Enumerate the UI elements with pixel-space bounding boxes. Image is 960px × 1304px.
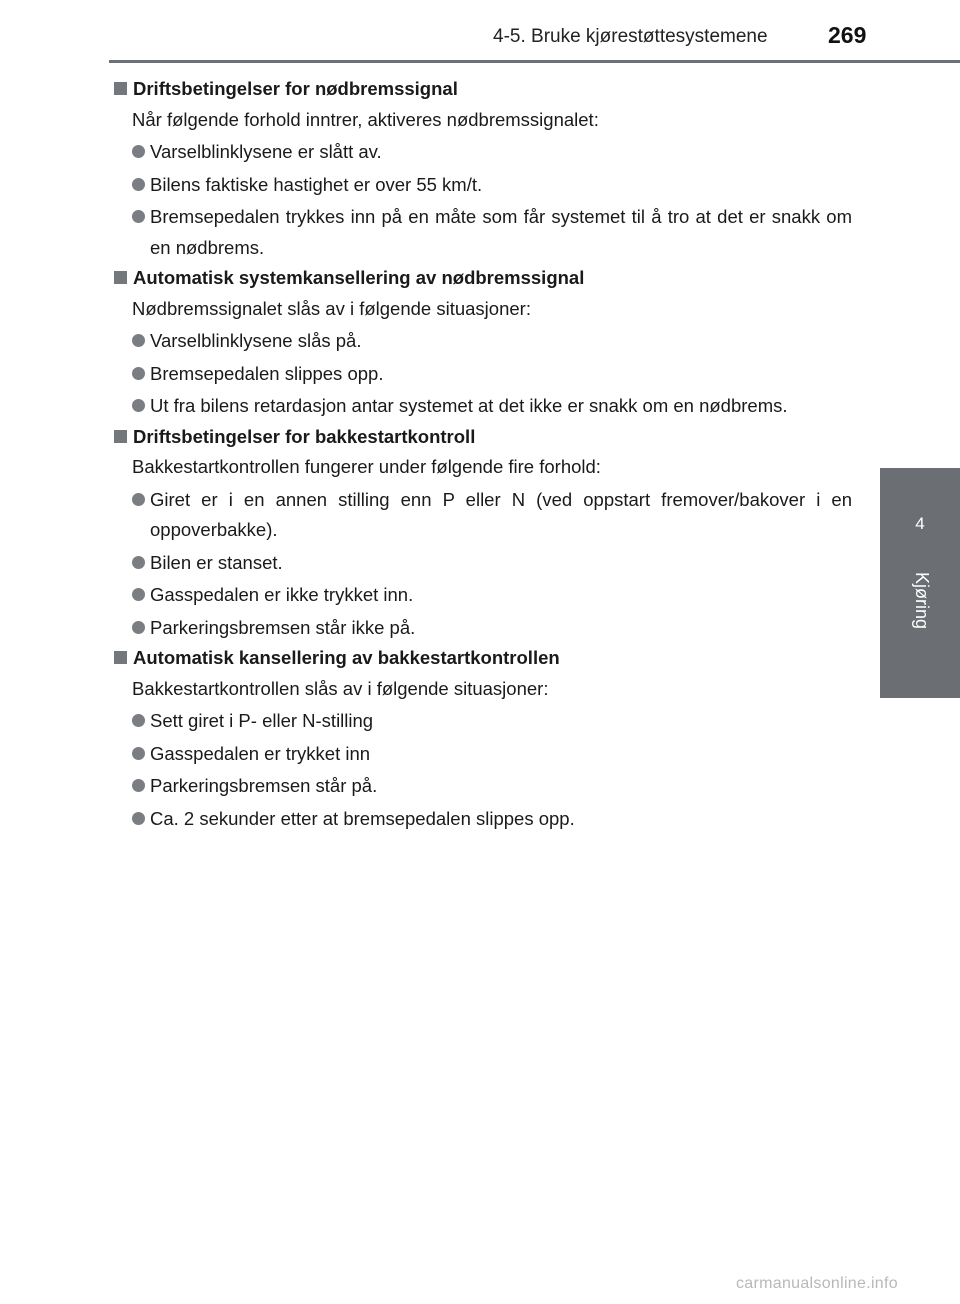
page-number: 269 bbox=[828, 22, 867, 48]
section bbox=[112, 263, 852, 422]
bullet-item bbox=[112, 326, 852, 357]
circle-bullet-icon bbox=[132, 621, 145, 634]
bullet-text: Bremsepedalen trykkes inn på en måte som får systemet til å tro at det er snakk om en nødbrems. bbox=[150, 206, 852, 258]
section-intro: Bakkestartkontrollen slås av i følgende situasjoner: bbox=[132, 677, 549, 699]
section-heading bbox=[112, 422, 852, 453]
circle-bullet-icon bbox=[132, 145, 145, 158]
bullet-item bbox=[112, 485, 852, 546]
bullet-item bbox=[112, 137, 852, 168]
circle-bullet-icon bbox=[132, 779, 145, 792]
bullet-item bbox=[112, 202, 852, 263]
bullet-item bbox=[112, 706, 852, 737]
bullet-text: Varselblinklysene slås på. bbox=[150, 330, 362, 351]
section-heading bbox=[112, 263, 852, 294]
section-intro: Når følgende forhold inntrer, aktiveres nødbremssignalet: bbox=[132, 108, 599, 130]
bullet-text: Parkeringsbremsen står ikke på. bbox=[150, 616, 416, 638]
bullet-text: Bilens faktiske hastighet er over 55 km/t. bbox=[150, 173, 483, 195]
section-heading bbox=[112, 74, 852, 105]
bullet-text: Ca. 2 sekunder etter at bremsepedalen slippes opp. bbox=[150, 807, 575, 829]
circle-bullet-icon bbox=[132, 556, 145, 569]
bullet-text: Parkeringsbremsen står på. bbox=[150, 775, 378, 796]
square-bullet-icon bbox=[114, 271, 127, 284]
watermark: carmanualsonline.info bbox=[736, 1275, 898, 1292]
section bbox=[112, 74, 852, 263]
section-heading bbox=[112, 643, 852, 674]
section-heading-text: Driftsbetingelser for nødbremssignal bbox=[133, 78, 458, 99]
bullet-item bbox=[112, 580, 852, 611]
main-content bbox=[112, 74, 852, 834]
bullet-text: Ut fra bilens retardasjon antar systemet at det ikke er snakk om en nødbrems. bbox=[150, 395, 788, 416]
header-rule bbox=[109, 60, 960, 63]
bullet-text: Gasspedalen er trykket inn bbox=[150, 742, 371, 764]
square-bullet-icon bbox=[114, 82, 127, 95]
bullet-item bbox=[112, 804, 852, 835]
bullet-item bbox=[112, 170, 852, 201]
section-intro: Bakkestartkontrollen fungerer under følgende fire forhold: bbox=[132, 456, 601, 477]
section-heading-text: Driftsbetingelser for bakkestartkontroll bbox=[133, 425, 476, 447]
circle-bullet-icon bbox=[132, 714, 145, 727]
chapter-side-tab bbox=[880, 468, 960, 698]
circle-bullet-icon bbox=[132, 812, 145, 825]
circle-bullet-icon bbox=[132, 210, 145, 223]
bullet-text: Varselblinklysene er slått av. bbox=[150, 141, 382, 162]
bullet-text: Sett giret i P- eller N-stilling bbox=[150, 710, 374, 731]
bullet-text: Gasspedalen er ikke trykket inn. bbox=[150, 584, 414, 605]
square-bullet-icon bbox=[114, 651, 127, 664]
bullet-item bbox=[112, 548, 852, 579]
bullet-item bbox=[112, 359, 852, 390]
square-bullet-icon bbox=[114, 430, 127, 443]
circle-bullet-icon bbox=[132, 747, 145, 760]
section-heading-text: Automatisk kansellering av bakkestartkontrollen bbox=[133, 647, 560, 668]
header-section-title: 4-5. Bruke kjørestøttesystemene bbox=[493, 26, 768, 47]
section bbox=[112, 643, 852, 834]
bullet-item bbox=[112, 771, 852, 802]
circle-bullet-icon bbox=[132, 367, 145, 380]
section-heading-text: Automatisk systemkansellering av nødbremssignal bbox=[133, 267, 585, 288]
section bbox=[112, 422, 852, 644]
circle-bullet-icon bbox=[132, 588, 145, 601]
bullet-text: Giret er i en annen stilling enn P eller N (ved oppstart fremover/bakover i en oppoverbakke). bbox=[150, 488, 852, 540]
chapter-number: 4 bbox=[915, 514, 925, 533]
bullet-item bbox=[112, 739, 852, 770]
bullet-text: Bilen er stanset. bbox=[150, 551, 283, 573]
chapter-label: Kjøring bbox=[912, 572, 932, 630]
bullet-item bbox=[112, 613, 852, 644]
bullet-text: Bremsepedalen slippes opp. bbox=[150, 362, 384, 384]
section-intro: Nødbremssignalet slås av i følgende situasjoner: bbox=[132, 297, 531, 319]
circle-bullet-icon bbox=[132, 178, 145, 191]
circle-bullet-icon bbox=[132, 334, 145, 347]
circle-bullet-icon bbox=[132, 493, 145, 506]
circle-bullet-icon bbox=[132, 399, 145, 412]
bullet-item bbox=[112, 391, 852, 422]
